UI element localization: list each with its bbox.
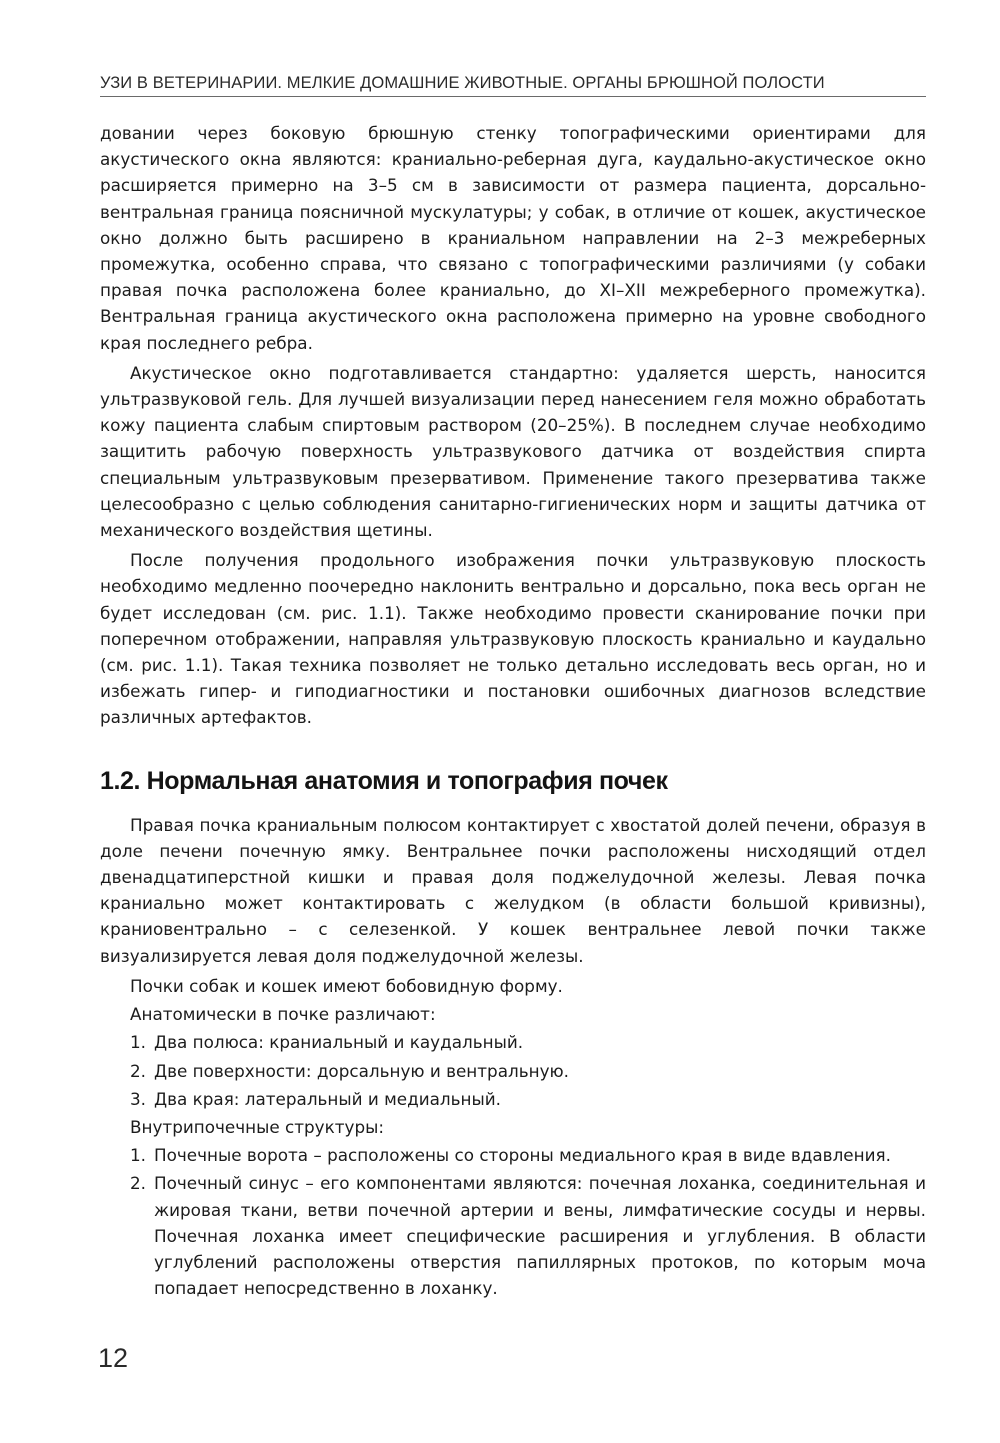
list-item	[130, 1086, 926, 1112]
paragraph-topography: Правая почка краниальным полюсом контактирует с хвостатой долей печени, образуя в доле печени почечную ямку. Вентральнее почки расположены нисходящий отдел двенадцатиперстной кишки и правая доля поджелудочной железы. Левая почка краниально может контактировать с желудком (в области большой кривизны), краниовентрально – с селезенкой. У кошек вентральнее левой почки также визуализируется левая доля поджелудочной железы.	[100, 814, 926, 966]
anatomy-intro: Анатомически в почке различают:	[130, 1004, 436, 1025]
page-number: 12	[98, 1343, 129, 1373]
kidney-shape-line: Почки собак и кошек имеют бобовидную форму.	[130, 975, 563, 996]
list-item-text: Два края: латеральный и медиальный.	[154, 1088, 501, 1109]
section-title: 1.2. Нормальная анатомия и топография почек	[100, 766, 668, 795]
list-item-text: Две поверхности: дорсальную и вентральную.	[154, 1060, 569, 1081]
list-item-text: Почечные ворота – расположены со стороны медиального края в виде вдавления.	[154, 1145, 891, 1166]
structures-intro: Внутрипочечные структуры:	[130, 1116, 385, 1137]
list-item-number: 1.	[130, 1145, 147, 1166]
list-item	[130, 1029, 926, 1055]
list-item-number: 3.	[130, 1088, 147, 1109]
list-item-text: Почечный синус – его компонентами являются: почечная лоханка, соединительная и жировая ткани, ветви почечной артерии и вены, лимфатические сосуды и нервы. Почечная лоханка имеет специфические расширения и углубления. В области углублений расположены отверстия папиллярных протоков, по которым моча попадает непосредственно в лоханку.	[154, 1173, 926, 1299]
list-item-text: Два полюса: краниальный и каудальный.	[154, 1032, 524, 1053]
paragraph-acoustic-window: Акустическое окно подготавливается стандартно: удаляется шерсть, наносится ультразвуковой гель. Для лучшей визуализации перед нанесением геля можно обработать кожу пациента слабым спиртовым раствором (20–25%). В последнем случае необходимо защитить рабочую поверхность ультразвукового датчика от воздействия спирта специальным ультразвуковым презервативом. Применение такого презерватива также целесообразно с целью соблюдения санитарно-гигиенических норм и защиты датчика от механического воздействия щетины.	[100, 362, 926, 541]
list-item-number: 2.	[130, 1173, 147, 1194]
list-item	[130, 1142, 926, 1168]
paragraph-continued: довании через боковую брюшную стенку топографическими ориентирами для акустического окна являются: краниально-реберная дуга, каудально-акустическое окно расширяется примерно на 3–5 см в зависимости от размера пациента, дорсально-вентральная граница поясничной мускулатуры; у собак, в отличие от кошек, акустическое окно должно быть расширено в краниальном направлении на 2–3 межреберных промежутка, особенно справа, что связано с топографическими различиями (у собаки правая почка расположена более краниально, до XI–XII межреберного промежутка). Вентральная граница акустического окна расположена примерно на уровне свободного края последнего ребра.	[100, 123, 926, 353]
list-item	[130, 1170, 926, 1301]
paragraph-scanning-technique: После получения продольного изображения почки ультразвуковую плоскость необходимо медленно поочередно наклонить вентрально и дорсально, пока весь орган не будет исследован (см. рис. 1.1). Также необходимо провести сканирование почки при поперечном отображении, направляя ультразвуковую плоскость краниально и каудально (см. рис. 1.1). Такая техника позволяет не только детально исследовать весь орган, но и избежать гипер- и гиподиагностики и постановки ошибочных диагнозов вследствие различных артефактов.	[100, 550, 926, 728]
header-divider	[100, 96, 926, 97]
list-item-number: 1.	[130, 1032, 147, 1053]
running-header: УЗИ В ВЕТЕРИНАРИИ. МЕЛКИЕ ДОМАШНИЕ ЖИВОТНЫЕ. ОРГАНЫ БРЮШНОЙ ПОЛОСТИ	[100, 74, 825, 92]
body-text	[100, 120, 926, 1303]
list-item-number: 2.	[130, 1060, 147, 1081]
list-item	[130, 1058, 926, 1084]
